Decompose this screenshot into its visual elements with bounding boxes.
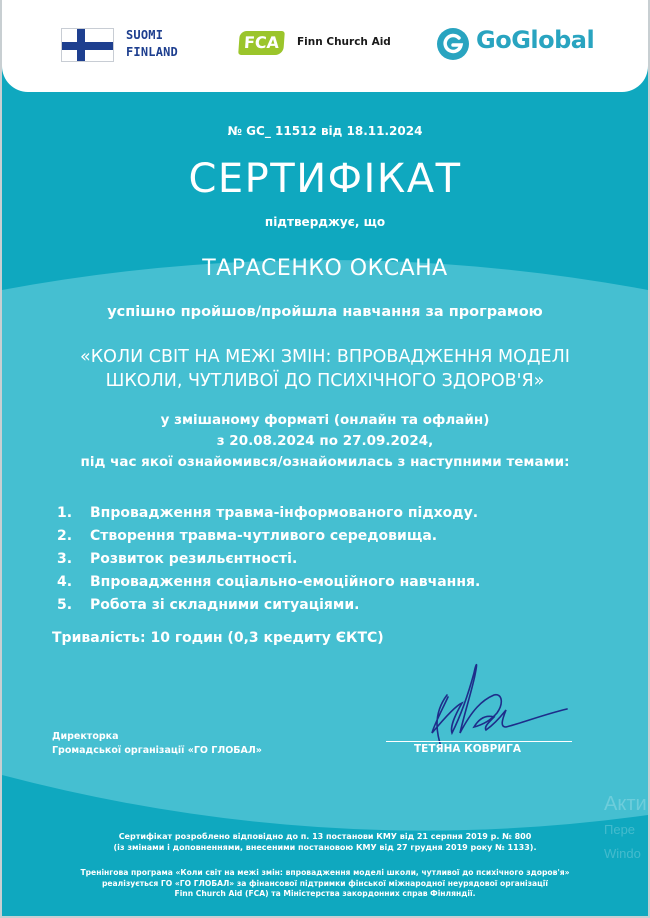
- program-title-line2: ШКОЛИ, ЧУТЛИВОЇ ДО ПСИХІЧНОГО ЗДОРОВ'Я»: [105, 371, 545, 391]
- director-title: Директорка: [52, 731, 119, 742]
- certificate-page: [2, 0, 648, 916]
- fca-logo-badge: FCA: [238, 31, 285, 55]
- finland-text: FINLAND: [126, 45, 178, 59]
- finland-flag-icon: [61, 28, 114, 62]
- suomi-text: SUOMI: [126, 28, 164, 42]
- duration-text: Тривалість: 10 годин (0,3 кредиту ЄКТС): [52, 630, 384, 646]
- organization-name: Громадської організації «ГО ГЛОБАЛ»: [52, 745, 262, 756]
- topic-item: 4. Впровадження соціально-емоційного навчання.: [57, 574, 481, 590]
- program-title: [2, 345, 648, 393]
- signer-name: ТЕТЯНА КОВРИГА: [414, 743, 521, 755]
- program-format: [2, 410, 648, 473]
- legal-footnote-line1: Сертифікат розроблено відповідно до п. 13 постанови КМУ від 21 серпня 2019 р. № 800: [118, 832, 532, 841]
- format-line1: у змішаному форматі (онлайн та офлайн): [160, 412, 490, 428]
- topics-intro: під час якої ознайомився/ознайомилась з наступними темами:: [80, 454, 570, 470]
- topic-item: 3. Розвиток резильєнтності.: [57, 551, 298, 567]
- completed-text: успішно пройшов/пройшла навчання за програмою: [107, 304, 543, 320]
- goglobal-logo-icon: [436, 27, 470, 61]
- logo-header: [2, 0, 648, 92]
- confirms-text: підтверджує, що: [264, 215, 386, 229]
- legal-footnote-line2: (із змінами і доповненнями, внесеними постановою КМУ від 27 грудня 2019 року № 1133).: [113, 843, 537, 852]
- suomi-finland-logo: [126, 27, 178, 61]
- program-title-line1: «КОЛИ СВІТ НА МЕЖІ ЗМІН: ВПРОВАДЖЕННЯ МОДЕЛІ: [80, 347, 570, 367]
- funding-footnote-line1: Тренінгова програма «Коли світ на межі змін: впровадження моделі школи, чутливої до психічного здоров'я»: [80, 868, 570, 877]
- topic-item: 5. Робота зі складними ситуаціями.: [57, 597, 360, 613]
- funding-footnote-line3: Finn Church Aid (FCA) та Міністерства закордонних справ Фінляндії.: [174, 889, 476, 898]
- recipient-name: ТАРАСЕНКО ОКСАНА: [202, 256, 448, 281]
- topic-item: 1. Впровадження травма-інформованого підходу.: [57, 505, 479, 521]
- funding-footnote-line2: реалізується ГО «ГО ГЛОБАЛ» за фінансової підтримки фінської міжнародної неурядової організації: [101, 878, 549, 888]
- legal-footnote: [2, 831, 648, 853]
- fca-name: Finn Church Aid: [297, 36, 391, 48]
- certificate-number: № GC_ 11512 від 18.11.2024: [227, 124, 423, 138]
- goglobal-logo-text: GoGlobal: [476, 26, 595, 54]
- date-range: з 20.08.2024 по 27.09.2024,: [216, 433, 434, 449]
- topics-list: [52, 502, 480, 617]
- funding-footnote: [2, 868, 648, 900]
- certificate-title: СЕРТИФІКАТ: [188, 156, 462, 202]
- director-position: [52, 730, 262, 758]
- topic-item: 2. Створення травма-чутливого середовища.: [57, 528, 438, 544]
- windows-activation-watermark: Акти Пере Windo: [604, 793, 647, 861]
- signature-line: [386, 741, 572, 742]
